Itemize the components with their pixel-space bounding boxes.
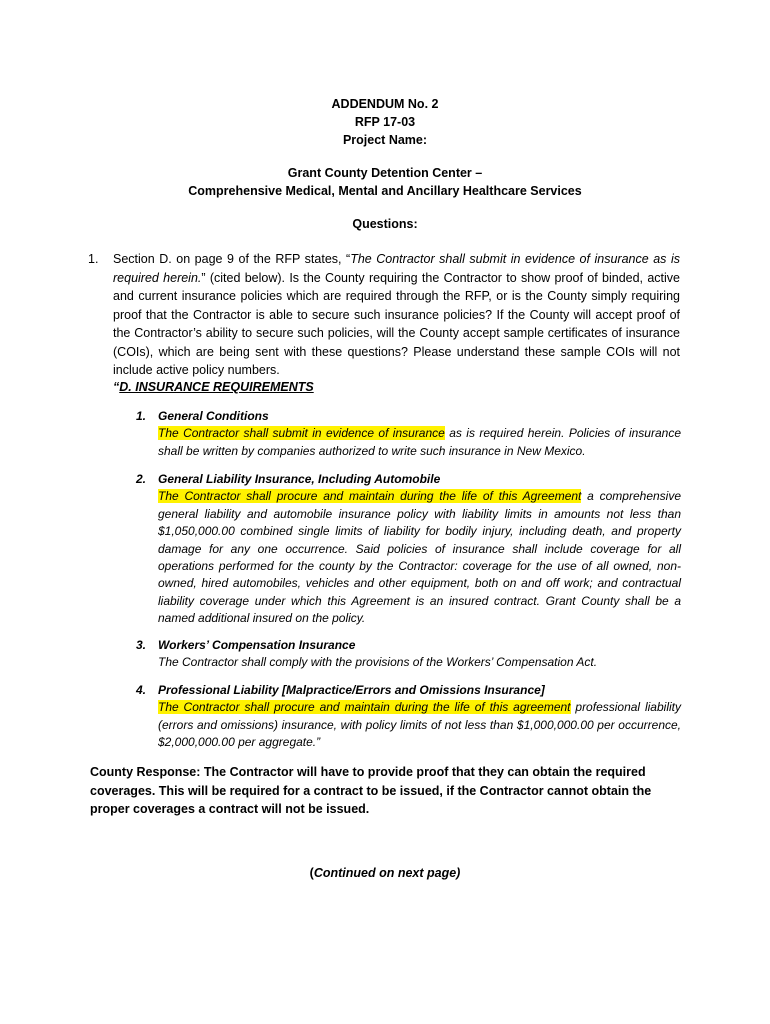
continued-open-paren: (: [309, 866, 314, 880]
item-number: 4.: [136, 683, 147, 697]
item-title: General Liability Insurance, Including Automobile: [158, 472, 441, 486]
item-body: professional liability (errors and omissions) insurance, with policy limits of not less than $1,000,000.00 per occurrence, $2,000,000.00 per aggregate.”: [158, 700, 681, 750]
item-text: [158, 488, 681, 627]
highlighted-text: The Contractor shall procure and maintain during the life of this agreement: [158, 700, 571, 715]
item-body: as is required herein. Policies of insurance shall be written by companies authorized to write such insurance in New Mexico.: [158, 426, 681, 458]
continued-note: [0, 866, 770, 880]
question-1: [88, 250, 680, 380]
requirement-item: [136, 682, 681, 752]
item-title: General Conditions: [158, 409, 269, 423]
open-quote: “: [113, 380, 120, 394]
item-text: [158, 699, 681, 751]
document-header: [0, 95, 770, 149]
item-number: 2.: [136, 472, 147, 486]
questions-heading: Questions:: [352, 217, 418, 231]
item-title: Professional Liability [Malpractice/Errors and Omissions Insurance]: [158, 683, 545, 697]
section-heading-text: D. INSURANCE REQUIREMENTS: [119, 380, 314, 394]
rfp-number: RFP 17-03: [354, 115, 416, 129]
question-number: 1.: [88, 252, 99, 266]
item-text: [158, 654, 681, 671]
requirement-item: [136, 637, 681, 672]
item-body: The Contractor shall comply with the provisions of the Workers’ Compensation Act.: [158, 655, 598, 670]
question-quote: The Contractor shall submit in evidence of insurance as is required herein.: [113, 252, 680, 285]
question-text-before: Section D. on page 9 of the RFP states, “: [113, 252, 351, 266]
project-name-label: Project Name:: [342, 133, 428, 147]
requirement-item: [136, 471, 681, 628]
insurance-requirements-heading: [113, 380, 314, 394]
continued-text: Continued on next page): [313, 866, 461, 880]
county-response: County Response: The Contractor will have to provide proof that they can obtain the required coverages. This will be required for a contract to be issued, if the Contractor cannot obtain the proper coverages a contract will not be issued.: [90, 765, 652, 816]
project-title: [0, 164, 770, 200]
highlighted-text: The Contractor shall procure and maintain during the life of this Agreement: [158, 489, 582, 504]
requirement-item: [136, 408, 681, 460]
addendum-title: ADDENDUM No. 2: [331, 97, 439, 111]
question-text: [113, 250, 680, 380]
project-title-line1: Grant County Detention Center –: [287, 166, 483, 180]
question-text-after: ” (cited below). Is the County requiring the Contractor to show proof of binded, active and current insurance policies which are required through the RFP, or is the County simply requiring proof that the Contractor is able to secure such insurance policies? If the County will accept proof of the Contractor’s ability to secure such policies, will the County accept sample certificates of insurance (COIs), which are being sent with these questions? Please understand these sample COIs will not include active policy numbers.: [113, 270, 680, 377]
item-body: a comprehensive general liability and automobile insurance policy with liability limits in amounts not less than $1,050,000.00 combined single limits of liability for bodily injury, including death, and property damage for any one occurrence. Said policies of insurance shall include coverage for all operations performed for the county by the Contractor: coverage for the use of all owned, non-owned, hired automobiles, vehicles and other equipment, both on and off work; and contractual liability coverage under which this Agreement is an insured contract. Grant County shall be a named additional insured on the policy.: [158, 489, 682, 626]
project-title-line2: Comprehensive Medical, Mental and Ancillary Healthcare Services: [188, 184, 582, 198]
item-number: 3.: [136, 638, 147, 652]
highlighted-text: The Contractor shall submit in evidence of insurance: [158, 426, 445, 441]
item-text: [158, 425, 681, 460]
item-number: 1.: [136, 409, 147, 423]
item-title: Workers’ Compensation Insurance: [158, 638, 356, 652]
